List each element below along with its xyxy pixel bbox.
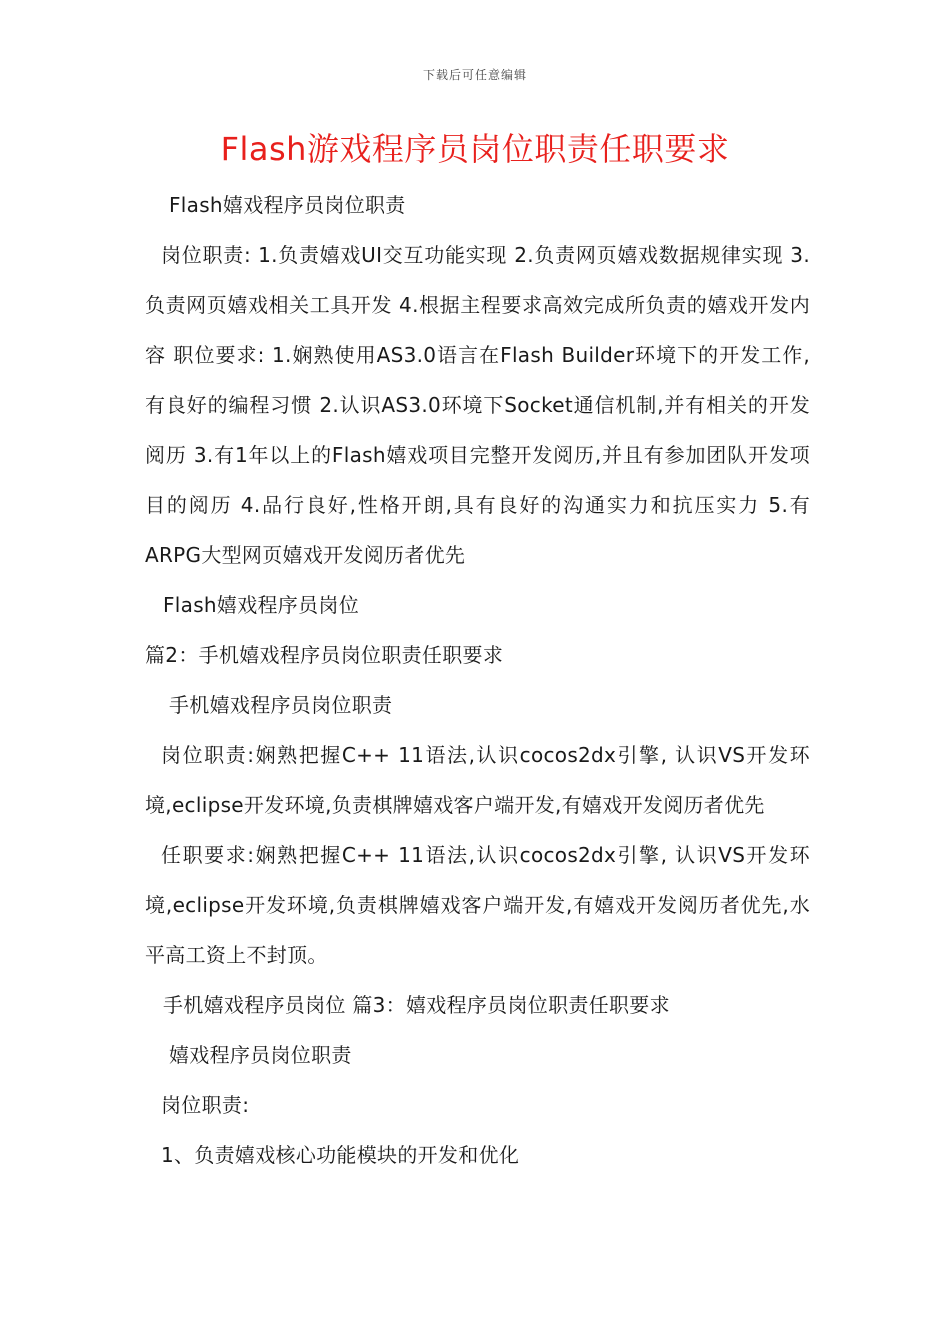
header-note: 下载后可任意编辑 [422,68,527,82]
paragraph-flash-position: Flash嬉戏程序员岗位 [163,593,360,617]
paragraph-section-2-heading: 篇2：手机嬉戏程序员岗位职责任职要求 [145,643,504,667]
paragraph-flash-duties: 岗位职责: 1.负责嬉戏UI交互功能实现 2.负责网页嬉戏数据规律实现 3.负责网页嬉戏相关工具开发 4.根据主程要求高效完成所负责的嬉戏开发内容 职位要求: 1.娴熟使用AS3.0语言在Flash Builder环境下的开发工作,有良好的编程习惯 2.认识AS3.0环境下Socket通信机制,并有相关的开发阅历 3.有1年以上的Flash嬉戏项目完整开发阅历,并且有参加团队开发项目的阅历 4.品行良好,性格开朗,具有良好的沟通实力和抗压实力 5.有ARPG大型网页嬉戏开发阅历者优先 [145,243,810,567]
paragraph-mobile-duties: 岗位职责:娴熟把握C++ 11语法,认识cocos2dx引擎, 认识VS开发环境,eclipse开发环境,负责棋牌嬉戏客户端开发,有嬉戏开发阅历者优先 [145,743,810,817]
paragraph-game-duties-heading: 嬉戏程序员岗位职责 [169,1043,352,1067]
paragraph-mobile-duties-heading: 手机嬉戏程序员岗位职责 [169,693,393,717]
document-body [145,180,810,1180]
paragraph-duties-label: 岗位职责: [161,1093,250,1117]
paragraph-duty-item-1: 1、负责嬉戏核心功能模块的开发和优化 [161,1143,520,1167]
paragraph-mobile-requirements: 任职要求:娴熟把握C++ 11语法,认识cocos2dx引擎, 认识VS开发环境,eclipse开发环境,负责棋牌嬉戏客户端开发,有嬉戏开发阅历者优先,水平高工资上不封顶。 [145,843,810,967]
paragraph-flash-duties-heading: Flash嬉戏程序员岗位职责 [169,193,406,217]
paragraph-section-3-heading: 手机嬉戏程序员岗位 篇3：嬉戏程序员岗位职责任职要求 [163,993,670,1017]
document-title: Flash游戏程序员岗位职责任职要求 [220,130,730,168]
